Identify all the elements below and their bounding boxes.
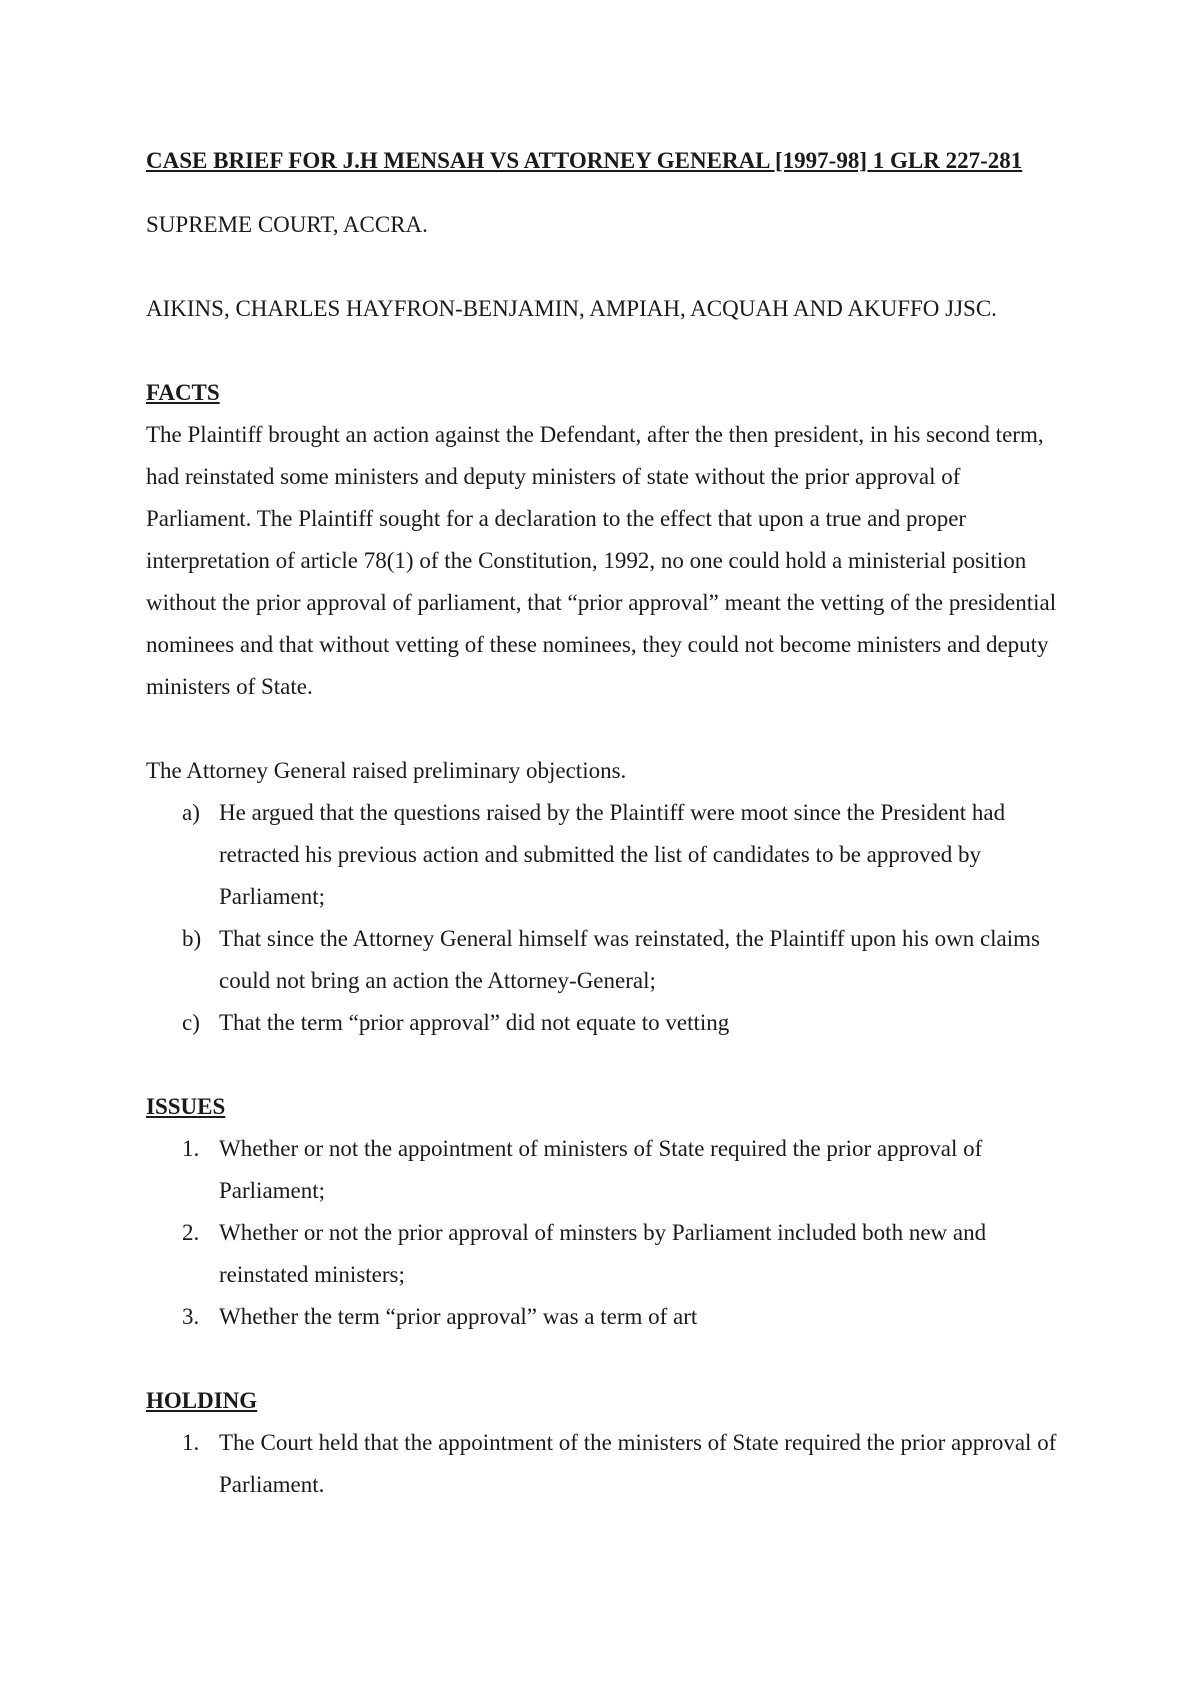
list-item-text: The Court held that the appointment of the ministers of State required the prior approval of Parliament. — [219, 1430, 1057, 1497]
list-item — [146, 1002, 1066, 1044]
list-item — [146, 1128, 1066, 1212]
list-marker: 2. — [182, 1220, 200, 1245]
section-spacer — [146, 1044, 1066, 1086]
list-marker: c) — [182, 1010, 200, 1035]
document-body — [146, 140, 1066, 1506]
objections-intro: The Attorney General raised preliminary objections. — [146, 758, 627, 783]
list-marker: 1. — [182, 1430, 200, 1455]
list-item — [146, 918, 1066, 1002]
holding-list — [146, 1422, 1066, 1506]
list-item — [146, 1296, 1066, 1338]
list-item-text: Whether or not the appointment of ministers of State required the prior approval of Parliament; — [219, 1136, 983, 1203]
case-title: CASE BRIEF FOR J.H MENSAH VS ATTORNEY GENERAL [1997-98] 1 GLR 227-281 — [146, 148, 1023, 173]
list-item-text: He argued that the questions raised by the Plaintiff were moot since the President had retracted his previous action and submitted the list of candidates to be approved by Parliament; — [219, 800, 1006, 909]
objections-list — [146, 792, 1066, 1044]
list-marker: 3. — [182, 1304, 200, 1329]
list-item — [146, 792, 1066, 918]
holding-heading: HOLDING — [146, 1388, 258, 1413]
list-item-text: Whether or not the prior approval of minsters by Parliament included both new and reinstated ministers; — [219, 1220, 987, 1287]
list-item-text: That the term “prior approval” did not equate to vetting — [219, 1010, 730, 1035]
facts-heading: FACTS — [146, 380, 220, 405]
list-item — [146, 1422, 1066, 1506]
list-item — [146, 1212, 1066, 1296]
issues-list — [146, 1128, 1066, 1338]
list-item-text: That since the Attorney General himself was reinstated, the Plaintiff upon his own claims could not bring an action the Attorney-General; — [219, 926, 1040, 993]
facts-paragraph: The Plaintiff brought an action against the Defendant, after the then president, in his second term, had reinstated some ministers and deputy ministers of state without the prior approval of Parliament. The Plaintiff sought for a declaration to the effect that upon a true and proper interpretation of article 78(1) of the Constitution, 1992, no one could hold a ministerial position without the prior approval of parliament, that “prior approval” meant the vetting of the presidential nominees and that without vetting of these nominees, they could not become ministers and deputy ministers of State. — [146, 422, 1057, 699]
issues-heading: ISSUES — [146, 1094, 226, 1119]
list-marker: 1. — [182, 1136, 200, 1161]
section-spacer — [146, 1338, 1066, 1380]
list-item-text: Whether the term “prior approval” was a term of art — [219, 1304, 698, 1329]
court-name: SUPREME COURT, ACCRA. — [146, 212, 428, 237]
list-marker: b) — [182, 926, 202, 951]
judges-list: AIKINS, CHARLES HAYFRON-BENJAMIN, AMPIAH, ACQUAH AND AKUFFO JJSC. — [146, 296, 997, 321]
list-marker: a) — [182, 800, 200, 825]
